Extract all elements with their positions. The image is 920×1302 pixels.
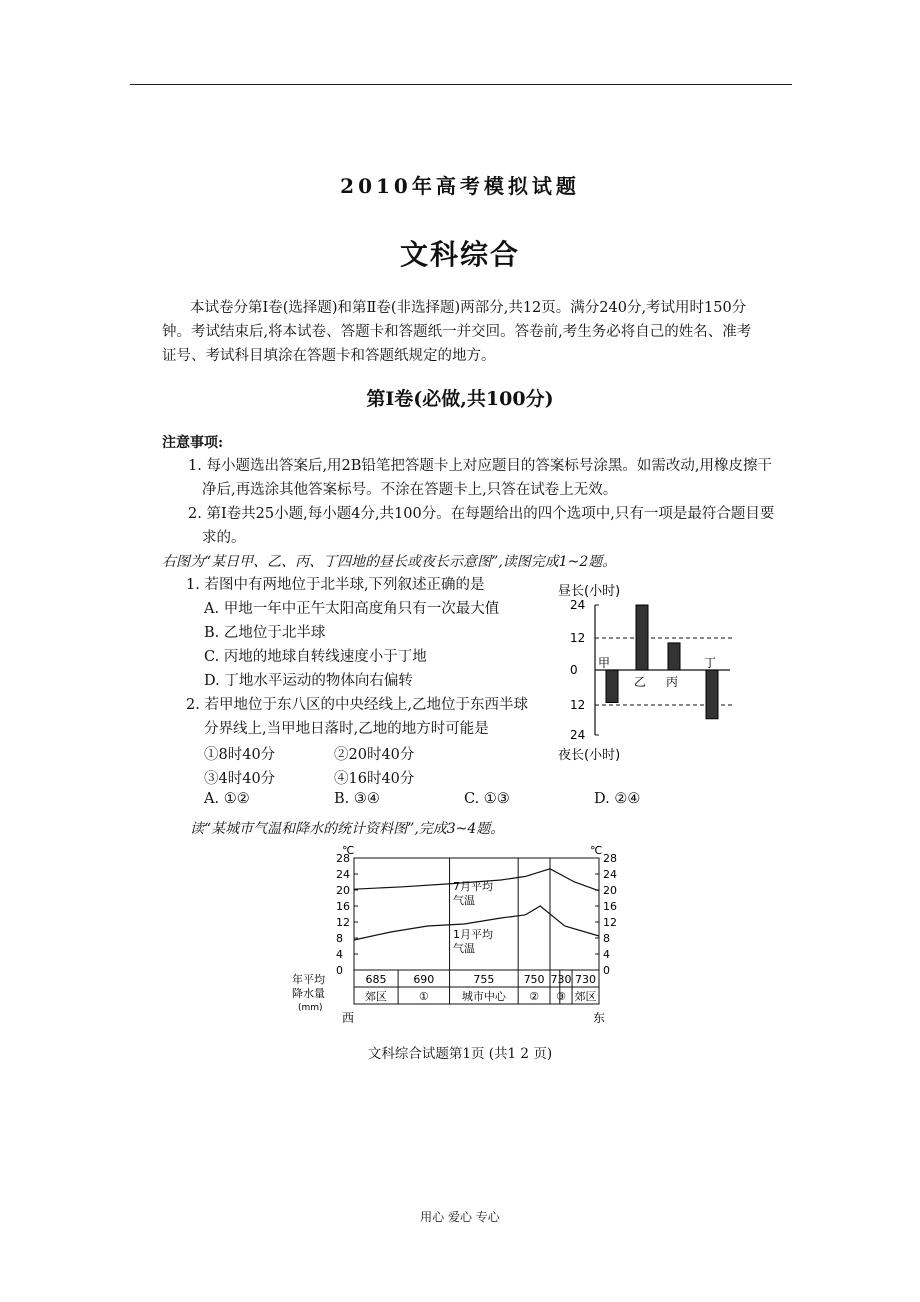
q2-answer-d: D. ②④ — [594, 791, 641, 807]
q2-answer-b: B. ③④ — [334, 791, 380, 807]
chart1-ylabel-top: 昼长(小时) — [558, 584, 621, 599]
precip-value: 755 — [473, 973, 495, 986]
section-title: 第Ⅰ卷(必做,共100分) — [366, 388, 554, 410]
chart2-ytick-left: 28 — [336, 852, 350, 865]
q1-option-c: C. 丙地的地球自转线速度小于丁地 — [204, 649, 427, 665]
q2-stem-line1: 2. 若甲地位于东八区的中央经线上,乙地位于东西半球 — [186, 697, 529, 713]
precip-value: 750 — [523, 973, 545, 986]
series-jan-label-1: 1月平均 — [453, 928, 493, 941]
q1-stem: 1. 若图中有两地位于北半球,下列叙述正确的是 — [186, 577, 485, 593]
chart2-ytick-right: 16 — [603, 900, 617, 913]
daylength-chart — [540, 575, 750, 770]
chart1-ytick: 24 — [570, 598, 586, 612]
zone-label: 郊区 — [574, 990, 597, 1003]
chart2-ytick-right: 4 — [603, 948, 610, 961]
q2-choice-1: ①8时40分 — [204, 747, 276, 763]
zone-label: ② — [529, 990, 540, 1003]
chart1-ytick: 12 — [570, 698, 586, 712]
chart2-ytick-left: 8 — [336, 932, 343, 945]
chart1-ytick: 0 — [570, 663, 578, 677]
chart1-ylabel-bottom: 夜长(小时) — [558, 748, 621, 763]
chart2-ytick-left: 24 — [336, 868, 350, 881]
chart2-ytick-right: 8 — [603, 932, 610, 945]
chart2-ytick-right: 28 — [603, 852, 617, 865]
series-jan-label-2: 气温 — [453, 942, 475, 955]
chart2-unit-left: ℃ — [342, 844, 355, 857]
instruction-1: 右图为“某日甲、乙、丙、丁四地的昼长或夜长示意图”,读图完成1~2题。 — [162, 554, 617, 570]
precip-value: 730 — [575, 973, 597, 986]
bar-label: 丙 — [666, 675, 679, 689]
note-item-2: 2. 第Ⅰ卷共25小题,每小题4分,共100分。在每题给出的四个选项中,只有一项是最符合题目要求的。 — [188, 506, 775, 546]
chart2-ytick-left: 12 — [336, 916, 350, 929]
chart1-ytick: 24 — [570, 728, 586, 742]
q2-answer-a: A. ①② — [204, 791, 250, 807]
bar-丁 — [706, 670, 718, 719]
q1-option-d: D. 丁地水平运动的物体向右偏转 — [204, 673, 413, 689]
note-item-1: 1. 每小题选出答案后,用2B铅笔把答题卡上对应题目的答案标号涂黑。如需改动,用橡皮擦干净后,再选涂其他答案标号。不涂在答题卡上,只答在试卷上无效。 — [188, 458, 773, 498]
zone-label: 郊区 — [365, 990, 388, 1003]
bar-丙 — [668, 643, 680, 670]
precip-unit: (mm) — [298, 1003, 323, 1013]
q2-choice-4: ④16时40分 — [334, 771, 415, 787]
subject-title: 文科综合 — [399, 238, 520, 271]
page-number: 文科综合试题第1页 (共1 2 页) — [367, 1046, 553, 1062]
precip-value: 685 — [365, 973, 387, 986]
q1-option-b: B. 乙地位于北半球 — [204, 625, 326, 641]
q1-option-a: A. 甲地一年中正午太阳高度角只有一次最大值 — [204, 601, 500, 617]
instruction-2: 读“某城市气温和降水的统计资料图”,完成3~4题。 — [190, 821, 505, 837]
precip-value: 690 — [413, 973, 435, 986]
bar-label: 乙 — [634, 675, 647, 689]
q2-answer-c: C. ①③ — [464, 791, 510, 807]
east-label: 东 — [593, 1011, 606, 1025]
chart2-ytick-right: 12 — [603, 916, 617, 929]
chart2-unit-right: ℃ — [590, 844, 603, 857]
zone-label: ③ — [556, 990, 566, 1003]
chart2-ytick-left: 4 — [336, 948, 343, 961]
bar-乙 — [636, 605, 648, 670]
series-july-label-1: 7月平均 — [453, 880, 493, 893]
chart2-ytick-right: 0 — [603, 964, 610, 977]
chart2-ytick-right: 24 — [603, 868, 617, 881]
top-rule — [130, 84, 792, 85]
precip-label-1: 年平均 — [292, 973, 325, 986]
precip-value: 730 — [550, 973, 572, 986]
q2-choice-3: ③4时40分 — [204, 771, 276, 787]
series-july-label-2: 气温 — [453, 894, 475, 907]
chart1-ytick: 12 — [570, 631, 586, 645]
zone-label: 城市中心 — [461, 990, 506, 1003]
intro-paragraph: 本试卷分第Ⅰ卷(选择题)和第Ⅱ卷(非选择题)两部分,共12页。满分240分,考试用时150分钟。考试结束后,将本试卷、答题卡和答题纸一并交回。答卷前,考生务必将自己的姓名、准考证号、考试科目填涂在答题卡和答题纸规定的地方。 — [162, 300, 752, 364]
bar-label: 丁 — [704, 656, 717, 670]
zone-label: ① — [418, 990, 429, 1003]
chart2-ytick-left: 16 — [336, 900, 350, 913]
city-climate-chart — [290, 840, 630, 1030]
q2-stem-line2: 分界线上,当甲地日落时,乙地的地方时可能是 — [204, 721, 489, 737]
precip-label-2: 降水量 — [292, 987, 325, 1000]
exam-title: 2010年高考模拟试题 — [340, 174, 580, 198]
q2-choice-2: ②20时40分 — [334, 747, 415, 763]
bar-甲 — [606, 670, 618, 703]
chart2-ytick-left: 20 — [336, 884, 350, 897]
footer-motto: 用心 爱心 专心 — [420, 1210, 500, 1224]
notes-heading: 注意事项: — [162, 435, 224, 451]
chart2-ytick-right: 20 — [603, 884, 617, 897]
bar-label: 甲 — [598, 656, 611, 670]
west-label: 西 — [342, 1011, 355, 1025]
chart2-ytick-left: 0 — [336, 964, 343, 977]
